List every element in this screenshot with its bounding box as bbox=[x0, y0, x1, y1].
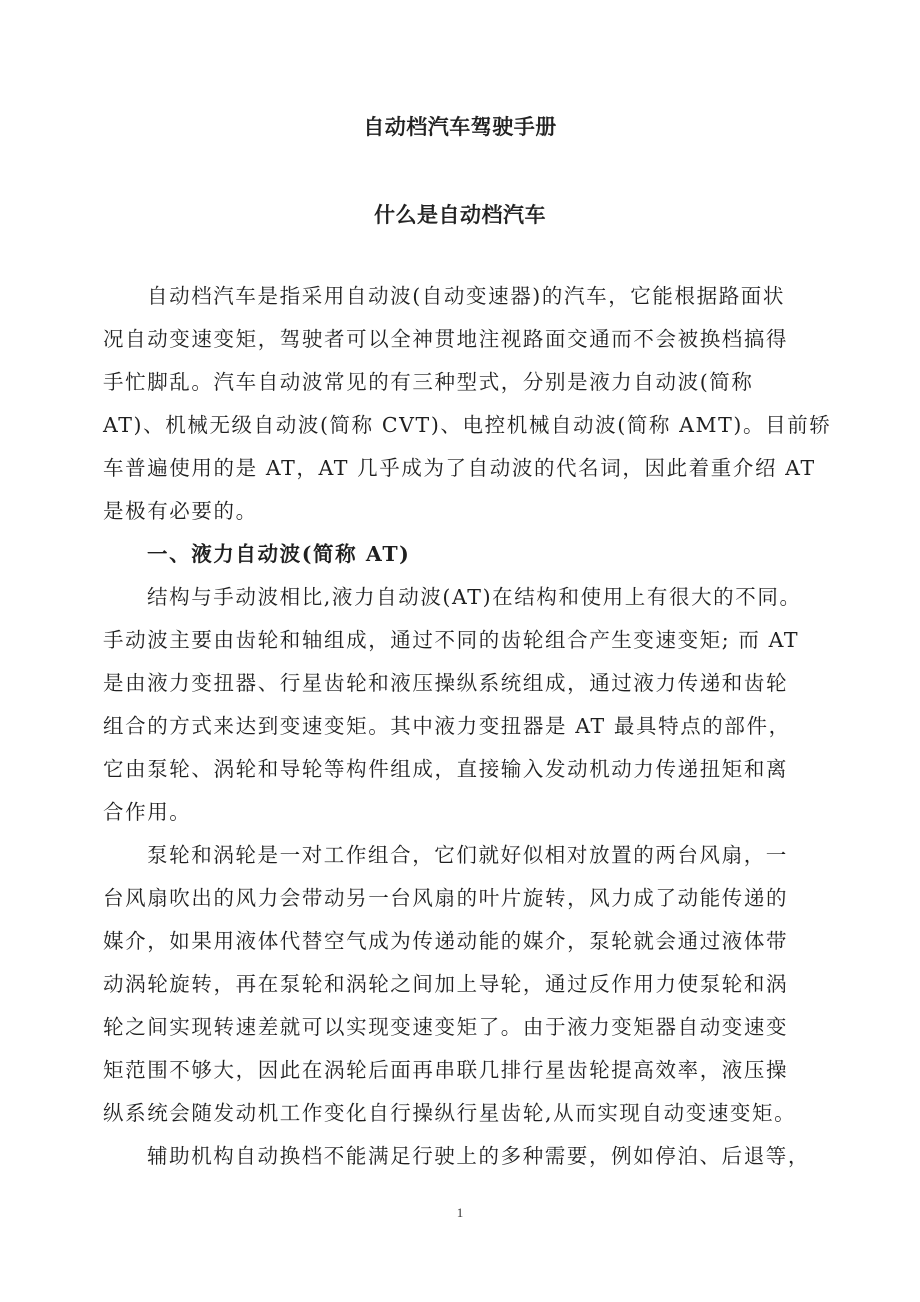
section-title: 什么是自动档汽车 bbox=[374, 203, 546, 227]
paragraph-line: 动涡轮旋转，再在泵轮和涡轮之间加上导轮，通过反作用力使泵轮和涡 bbox=[103, 972, 789, 996]
page-number: 1 bbox=[456, 1205, 464, 1220]
paragraph-line: 结构与手动波相比,液力自动波(AT)在结构和使用上有很大的不同。 bbox=[147, 585, 802, 609]
paragraph-line: 它由泵轮、涡轮和导轮等构件组成，直接输入发动机动力传递扭矩和离 bbox=[103, 757, 789, 781]
paragraph-line: 手动波主要由齿轮和轴组成，通过不同的齿轮组合产生变速变矩; 而 AT bbox=[103, 628, 800, 652]
paragraph-line: 是极有必要的。 bbox=[103, 499, 258, 523]
document-title: 自动档汽车驾驶手册 bbox=[363, 115, 557, 139]
paragraph-line: 媒介，如果用液体代替空气成为传递动能的媒介，泵轮就会通过液体带 bbox=[103, 929, 789, 953]
paragraph-line: 手忙脚乱。汽车自动波常见的有三种型式，分别是液力自动波(简称 bbox=[103, 370, 754, 394]
paragraph-line: 纵系统会随发动机工作变化自行操纵行星齿轮,从而实现自动变速变矩。 bbox=[103, 1101, 797, 1125]
paragraph-line: AT)、机械无级自动波(简称 CVT)、电控机械自动波(简称 AMT)。目前轿 bbox=[103, 413, 832, 437]
paragraph-line: 合作用。 bbox=[103, 800, 192, 824]
section-heading: 一、液力自动波(简称 AT) bbox=[147, 542, 411, 566]
paragraph-line: 泵轮和涡轮是一对工作组合，它们就好似相对放置的两台风扇，一 bbox=[147, 843, 788, 867]
paragraph-line: 自动档汽车是指采用自动波(自动变速器)的汽车，它能根据路面状 bbox=[147, 284, 785, 308]
paragraph-line: 况自动变速变矩，驾驶者可以全神贯地注视路面交通而不会被换档搞得 bbox=[103, 327, 789, 351]
paragraph-line: 组合的方式来达到变速变矩。其中液力变扭器是 AT 最具特点的部件， bbox=[103, 714, 791, 738]
paragraph-line: 辅助机构自动换档不能满足行驶上的多种需要，例如停泊、后退等， bbox=[147, 1144, 810, 1168]
paragraph-line: 矩范围不够大，因此在涡轮后面再串联几排行星齿轮提高效率，液压操 bbox=[103, 1058, 789, 1082]
paragraph-line: 轮之间实现转速差就可以实现变速变矩了。由于液力变矩器自动变速变 bbox=[103, 1015, 789, 1039]
paragraph-line: 是由液力变扭器、行星齿轮和液压操纵系统组成，通过液力传递和齿轮 bbox=[103, 671, 789, 695]
paragraph-line: 台风扇吹出的风力会带动另一台风扇的叶片旋转，风力成了动能传递的 bbox=[103, 886, 789, 910]
paragraph-line: 车普遍使用的是 AT，AT 几乎成为了自动波的代名词，因此着重介绍 AT bbox=[103, 456, 816, 480]
